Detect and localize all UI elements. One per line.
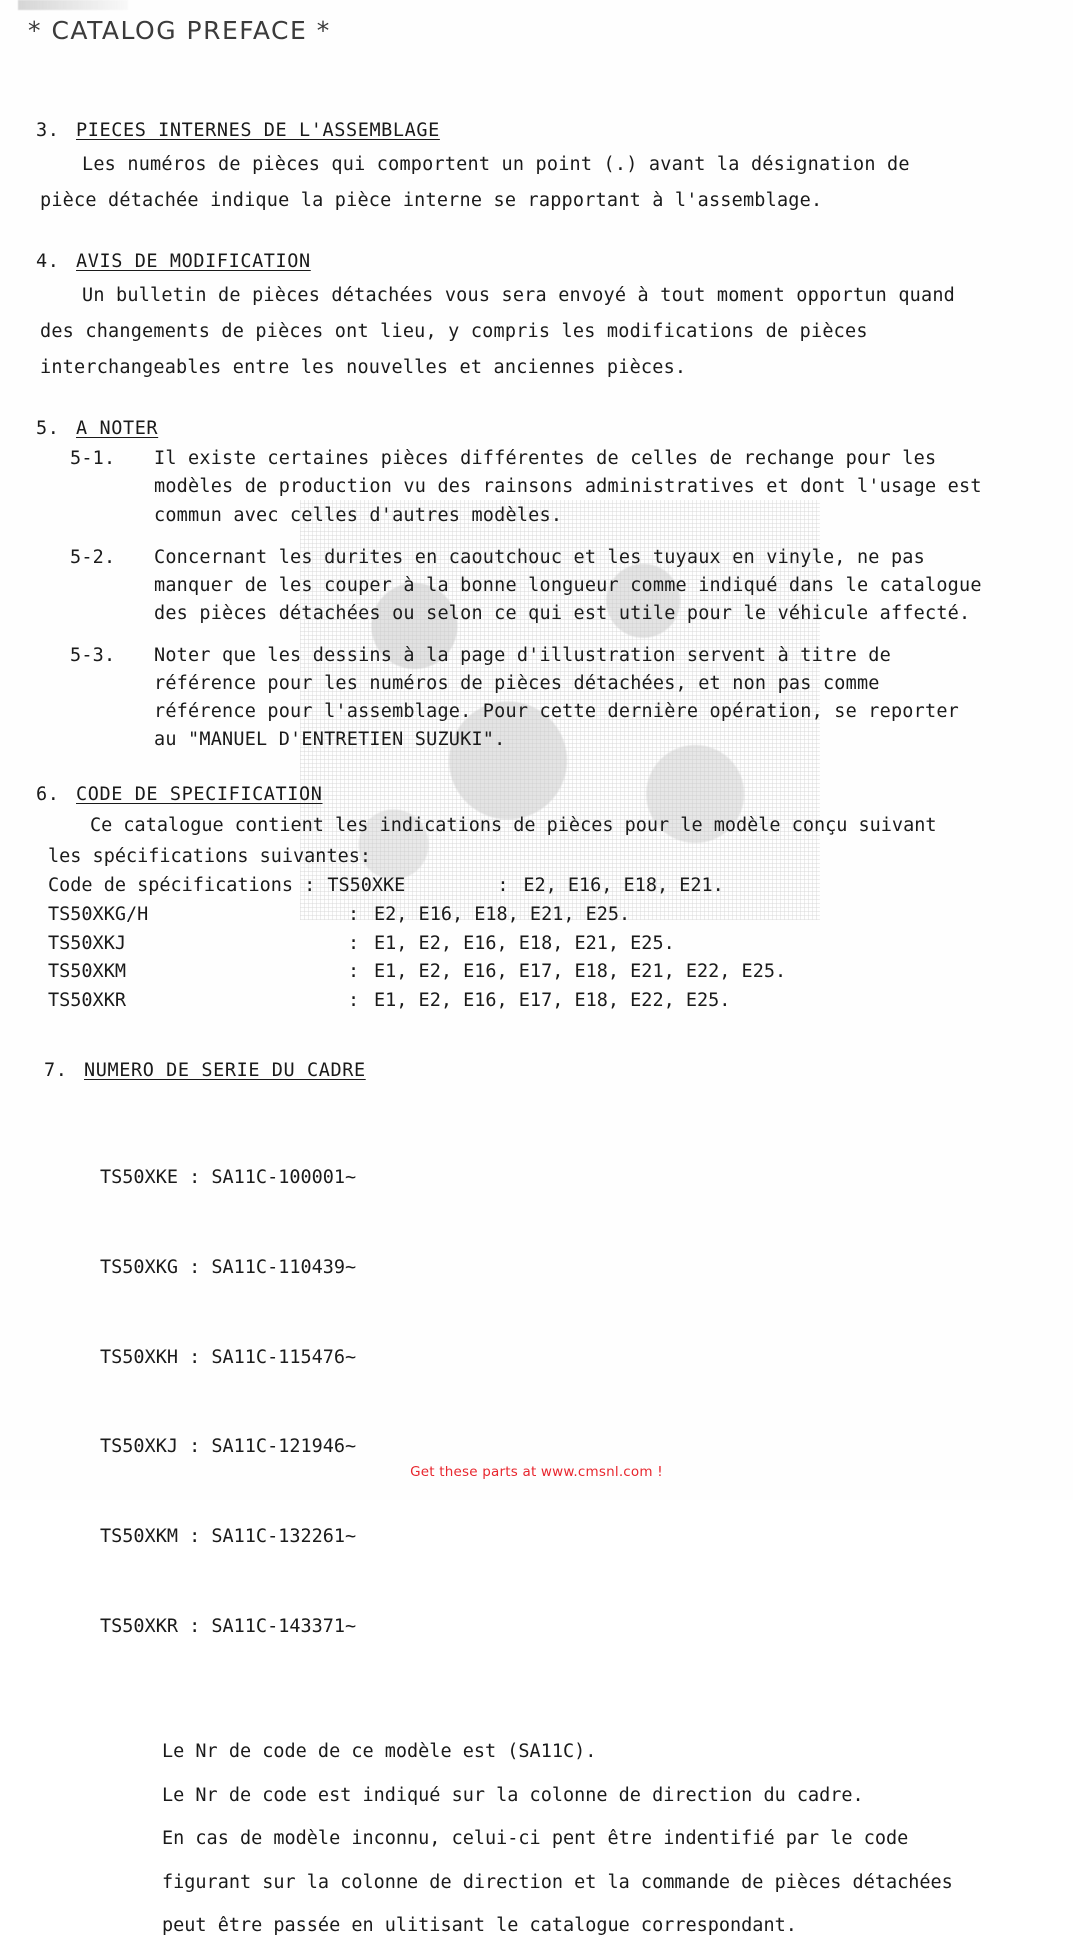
spec-sep-2: : bbox=[348, 932, 360, 954]
section-3-line-2: pièce détachée indique la pièce interne se rapportant à l'assemblage. bbox=[40, 190, 823, 212]
section-4-number: 4. bbox=[36, 251, 60, 273]
list-item: TS50XKR : SA11C-143371~ bbox=[100, 1616, 357, 1638]
list-item: TS50XKM : SA11C-132261~ bbox=[100, 1526, 357, 1548]
footer-promo-text: Get these parts at www.cmsnl.com ! bbox=[410, 1464, 663, 1480]
section-5-3-line-2: référence pour les numéros de pièces détachées, et non pas comme bbox=[154, 673, 880, 695]
spec-code-4: TS50XKR bbox=[48, 990, 126, 1012]
spec-code-3: TS50XKM bbox=[48, 961, 126, 983]
section-3-heading bbox=[0, 120, 1073, 141]
section-3-number: 3. bbox=[36, 120, 60, 141]
section-5-number: 5. bbox=[36, 418, 60, 440]
closing-paragraph bbox=[0, 1730, 1073, 1947]
section-5-1-label: 5-1. bbox=[70, 448, 116, 470]
section-3-title: PIECES INTERNES DE L'ASSEMBLAGE bbox=[76, 120, 440, 141]
scan-artifact bbox=[18, 0, 128, 10]
table-row bbox=[48, 958, 1073, 987]
table-row bbox=[48, 872, 1073, 901]
frame-serial-list bbox=[0, 1103, 1073, 1702]
section-5-3-line-1: Noter que les dessins à la page d'illustration servent à titre de bbox=[154, 644, 891, 666]
section-6-title: CODE DE SPECIFICATION bbox=[76, 784, 323, 806]
section-3 bbox=[0, 120, 1073, 219]
spec-values-4: E1, E2, E16, E17, E18, E22, E25. bbox=[374, 990, 731, 1012]
list-item: TS50XKG : SA11C-110439~ bbox=[100, 1256, 357, 1278]
section-5-1-line-1: Il existe certaines pièces différentes de celles de rechange pour les bbox=[154, 448, 937, 470]
section-6 bbox=[0, 784, 1073, 1015]
section-5-3-body bbox=[154, 642, 1043, 754]
section-5-title: A NOTER bbox=[76, 418, 159, 440]
closing-line-1: Le Nr de code de ce modèle est (SA11C). bbox=[162, 1741, 597, 1763]
section-5-1-body bbox=[154, 445, 1043, 529]
section-7-title: NUMERO DE SERIE DU CADRE bbox=[84, 1059, 366, 1081]
section-7 bbox=[0, 1060, 1073, 1948]
table-row bbox=[48, 930, 1073, 959]
section-6-number: 6. bbox=[36, 784, 60, 806]
section-5-2-body bbox=[154, 544, 1043, 628]
table-row bbox=[48, 901, 1073, 930]
spec-sep-1: : bbox=[348, 904, 360, 926]
section-3-line-1: Les numéros de pièces qui comportent un point (.) avant la désignation de bbox=[82, 154, 910, 175]
section-4-line-3: interchangeables entre les nouvelles et anciennes pièces. bbox=[40, 357, 687, 379]
section-7-heading bbox=[0, 1060, 1073, 1081]
spec-values-2: E1, E2, E16, E18, E21, E25. bbox=[374, 932, 675, 954]
section-5-3-line-3: référence pour l'assemblage. Pour cette dernière opération, se reporter bbox=[154, 701, 959, 723]
section-4-heading bbox=[0, 251, 1073, 272]
section-4-line-2: des changements de pièces ont lieu, y compris les modifications de pièces bbox=[40, 321, 868, 343]
list-item: TS50XKJ : SA11C-121946~ bbox=[100, 1436, 357, 1458]
section-4-paragraph bbox=[0, 278, 1073, 386]
spec-code-0: TS50XKE bbox=[327, 875, 406, 897]
section-5-1-line-3: commun avec celles d'autres modèles. bbox=[154, 504, 563, 526]
section-5-1-line-2: modèles de production vu des rainsons administratives et dont l'usage est bbox=[154, 476, 982, 498]
section-6-heading bbox=[0, 784, 1073, 805]
section-3-paragraph bbox=[0, 147, 1073, 219]
section-5 bbox=[0, 418, 1073, 754]
spec-values-1: E2, E16, E18, E21, E25. bbox=[374, 904, 631, 926]
specification-code-table bbox=[0, 872, 1073, 1015]
list-item: TS50XKH : SA11C-115476~ bbox=[100, 1346, 357, 1368]
section-5-2-label: 5-2. bbox=[70, 546, 116, 568]
spec-table-label: Code de spécifications : bbox=[48, 875, 316, 897]
closing-line-3: En cas de modèle inconnu, celui-ci pent être indentifié par le code bbox=[162, 1828, 909, 1850]
list-item bbox=[0, 642, 1073, 754]
spec-values-3: E1, E2, E16, E17, E18, E21, E22, E25. bbox=[374, 961, 787, 983]
list-item bbox=[0, 544, 1073, 628]
closing-line-5: peut être passée en ulitisant le catalogue correspondant. bbox=[162, 1915, 797, 1937]
spec-sep-3: : bbox=[348, 961, 360, 983]
spec-code-2: TS50XKJ bbox=[48, 932, 126, 954]
closing-line-4: figurant sur la colonne de direction et la commande de pièces détachées bbox=[162, 1871, 953, 1893]
section-5-2-line-3: des pièces détachées ou selon ce qui est utile pour le véhicule affecté. bbox=[154, 602, 971, 624]
list-item: TS50XKE : SA11C-100001~ bbox=[100, 1166, 357, 1188]
closing-line-2: Le Nr de code est indiqué sur la colonne de direction du cadre. bbox=[162, 1784, 864, 1806]
section-7-number: 7. bbox=[44, 1059, 68, 1081]
table-row bbox=[48, 987, 1073, 1016]
section-5-heading bbox=[0, 418, 1073, 439]
page-title: * CATALOG PREFACE * bbox=[28, 16, 331, 45]
section-6-intro bbox=[0, 811, 1073, 872]
list-item bbox=[0, 445, 1073, 529]
spec-code-1: TS50XKG/H bbox=[48, 904, 149, 926]
document-content bbox=[0, 120, 1073, 1952]
section-5-2-line-1: Concernant les durites en caoutchouc et les tuyaux en vinyle, ne pas bbox=[154, 546, 925, 568]
section-5-3-line-4: au "MANUEL D'ENTRETIEN SUZUKI". bbox=[154, 729, 506, 751]
spec-values-0: E2, E16, E18, E21. bbox=[523, 875, 724, 897]
section-6-intro-line-2: les spécifications suivantes: bbox=[48, 845, 372, 867]
section-5-2-line-2: manquer de les couper à la bonne longueur comme indiqué dans le catalogue bbox=[154, 574, 982, 596]
spec-sep-0: : bbox=[497, 875, 509, 897]
section-5-3-label: 5-3. bbox=[70, 644, 116, 666]
spec-sep-4: : bbox=[348, 990, 360, 1012]
section-6-intro-line-1: Ce catalogue contient les indications de pièces pour le modèle conçu suivant bbox=[90, 815, 937, 837]
section-4 bbox=[0, 251, 1073, 386]
section-4-title: AVIS DE MODIFICATION bbox=[76, 251, 311, 273]
section-4-line-1: Un bulletin de pièces détachées vous sera envoyé à tout moment opportun quand bbox=[82, 285, 956, 307]
